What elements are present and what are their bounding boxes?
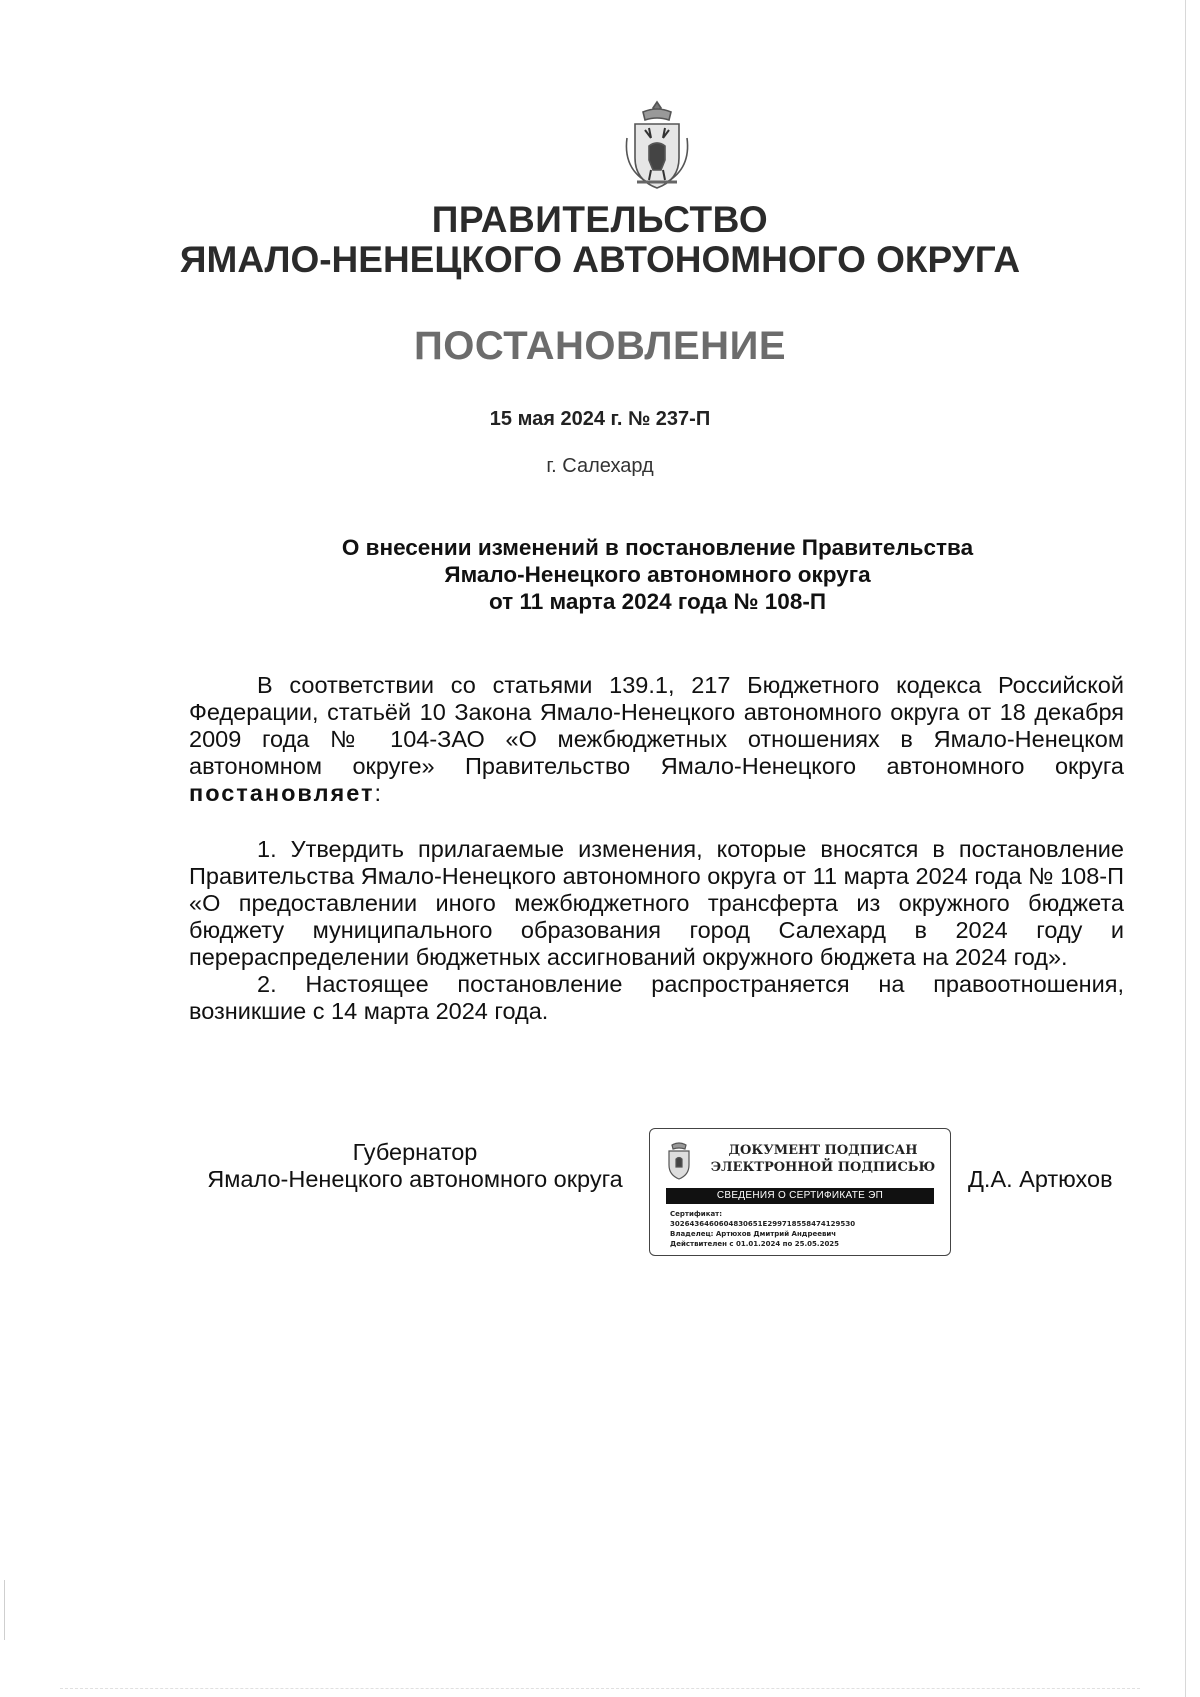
region-heading: ЯМАЛО-НЕНЕЦКОГО АВТОНОМНОГО ОКРУГА — [179, 239, 1021, 280]
stamp-cert-value: 3026436460604830651E2997185584741295З0 — [670, 1220, 856, 1228]
document-type-heading: ПОСТАНОВЛЕНИЕ — [413, 324, 786, 368]
stamp-bar: СВЕДЕНИЯ О СЕРТИФИКАТЕ ЭП — [666, 1188, 934, 1204]
stamp-details — [670, 1209, 940, 1249]
stamp-valid: Действителен с 01.01.2024 по 25.05.2025 — [670, 1240, 840, 1248]
signatory-name: Д.А. Артюхов — [968, 1166, 1113, 1192]
coat-of-arms-emblem — [621, 98, 693, 194]
stamp-emblem-icon — [664, 1139, 694, 1183]
signatory-post — [189, 1139, 641, 1193]
scan-mark — [4, 1580, 5, 1640]
items-section — [189, 836, 1124, 1025]
title-line: Ямало-Ненецкого автономного округа — [444, 562, 871, 587]
post-line: Ямало-Ненецкого автономного округа — [207, 1166, 623, 1192]
stamp-title-line: ЭЛЕКТРОННОЙ ПОДПИСЬЮ — [710, 1160, 936, 1175]
stamp-title-line: ДОКУМЕНТ ПОДПИСАН — [728, 1143, 918, 1158]
preamble-end: : — [374, 780, 382, 806]
resolves-word: постановляет — [189, 780, 375, 806]
stamp-title — [706, 1142, 940, 1176]
stamp-owner: Владелец: Артюхов Дмитрий Андреевич — [670, 1230, 837, 1238]
title-line: О внесении изменений в постановление Правительства — [341, 535, 974, 560]
preamble-text: В соответствии со статьями 139.1, 217 Бюджетного кодекса Российской Федерации, статьёй 10 Закона Ямало-Ненецкого автономного округа от 18 декабря 2009 года № 104-ЗАО «О межбюджетных отношениях в Ямало-Ненецком автономном округе» Правительство Ямало-Ненецкого автономного округа — [189, 672, 1124, 779]
date-number: 15 мая 2024 г. № 237-П — [489, 408, 711, 430]
scan-mark — [60, 1688, 1140, 1690]
document-title — [190, 534, 1125, 615]
title-line: от 11 марта 2024 года № 108-П — [489, 589, 826, 614]
item-1: 1. Утвердить прилагаемые изменения, которые вносятся в постановление Правительства Ямало-Ненецкого автономного округа от 11 марта 2024 года № 108-П «О предоставлении иного межбюджетного трансферта из окружного бюджета бюджету муниципального образования город Салехард в 2024 году и перераспределении бюджетных ассигнований окружного бюджета на 2024 год». — [189, 836, 1124, 970]
city: г. Салехард — [546, 455, 654, 477]
item-2: 2. Настоящее постановление распространяется на правоотношения, возникшие с 14 марта 2024 года. — [189, 971, 1124, 1024]
electronic-signature-stamp — [649, 1128, 951, 1256]
preamble-paragraph — [189, 672, 1124, 807]
stamp-cert-label: Сертификат: — [670, 1210, 723, 1218]
government-heading: ПРАВИТЕЛЬСТВО — [431, 199, 769, 240]
post-line: Губернатор — [352, 1139, 478, 1165]
